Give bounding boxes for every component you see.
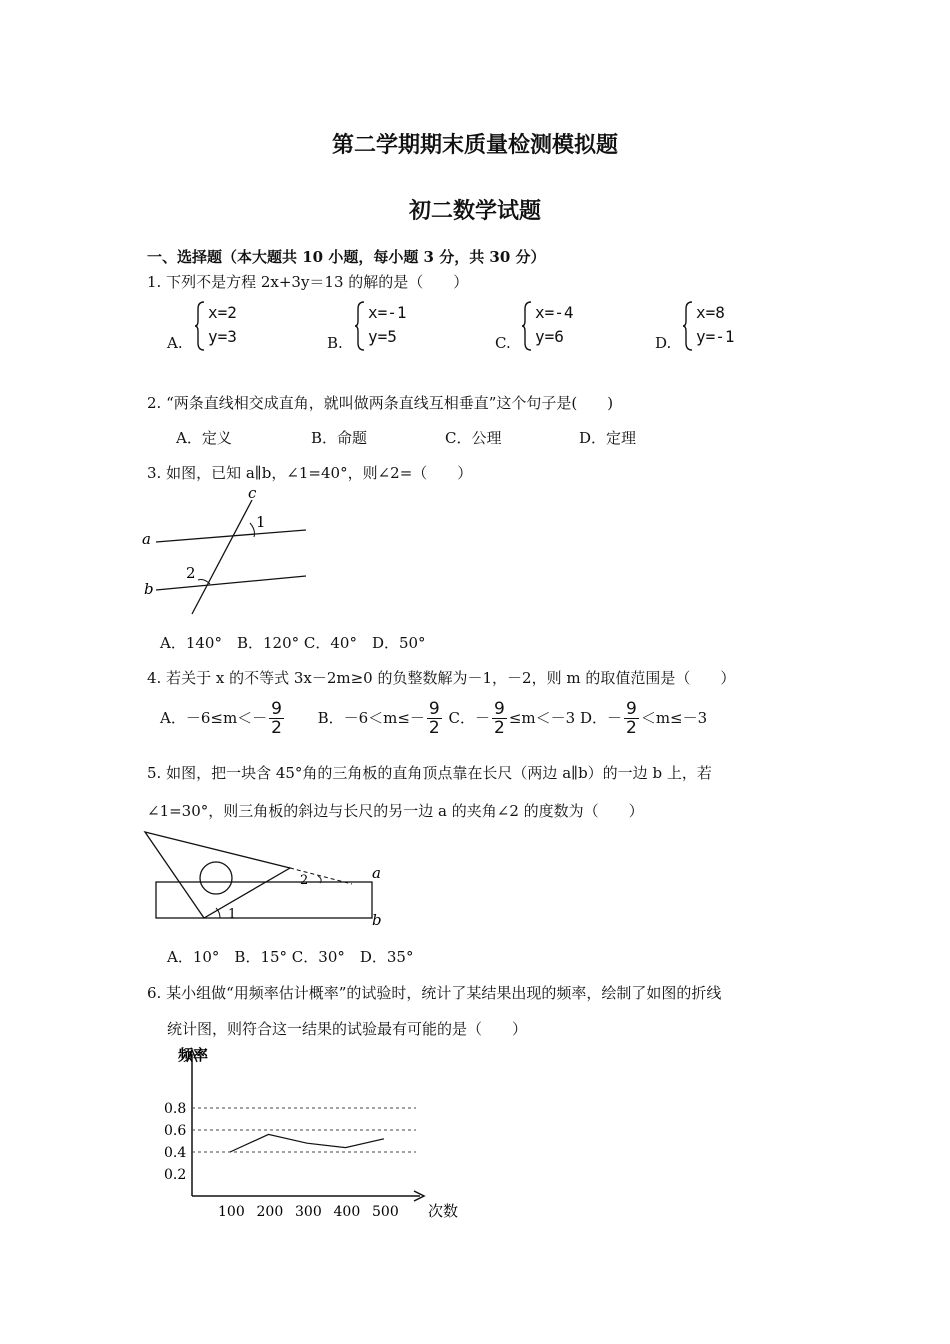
label-b: b [144,580,154,598]
q5-triangle-ruler-figure [140,826,390,931]
x-tick-label: 100 [218,1204,245,1220]
q1-x-value: x=-1 [368,303,407,322]
q4-option-b[interactable]: B．－6＜m≤－ $\frac{9}{2}$ [317,699,440,738]
q2-option-c[interactable]: C．公理 [445,429,502,447]
brace-icon [354,301,366,351]
q2-option-d[interactable]: D．定理 [579,429,637,447]
q4-options[interactable] [160,700,707,737]
triangle [145,832,290,918]
x-tick-label: 200 [256,1204,284,1220]
q6-stem-line1: 6. 某小组做“用频率估计概率”的试验时，统计了某结果出现的频率，绘制了如图的折线 [147,984,722,1002]
q1-option-label: B. [327,334,343,352]
triangle-hole [200,862,232,894]
q4-option-a[interactable]: A．－6≤m＜－ $\frac{9}{2}$ [160,699,282,738]
label-angle-2: 2 [300,873,309,888]
exam-subtitle: 初二数学试题 [408,198,541,224]
q4-option-c[interactable]: C．－ $\frac{9}{2}$ ≤m＜－3 [448,699,576,738]
x-tick-label: 300 [295,1204,322,1220]
q1-x-value: x=8 [696,303,725,322]
q6-stem-line2: 统计图，则符合这一结果的试验最有可能的是（ ） [167,1020,528,1038]
x-axis-label: 次数 [428,1202,459,1220]
q3-parallel-lines-figure [140,486,315,621]
q3-options[interactable]: A．140° B．120° C．40° D．50° [160,634,426,652]
q2-stem: 2. “两条直线相交成直角，就叫做两条直线互相垂直”这个句子是( ) [147,394,614,412]
label-b: b [372,911,382,929]
ruler [156,882,372,918]
label-angle-1: 1 [228,907,237,922]
line-c [192,500,252,614]
brace-icon [521,301,533,351]
q5-options[interactable]: A．10° B．15° C．30° D．35° [167,948,414,966]
y-tick-label: 0.4 [164,1145,187,1161]
frequency-line-chart [150,1040,480,1230]
x-tick-label: 400 [333,1204,361,1220]
section-heading: 一、选择题（本大题共 10 小题，每小题 3 分，共 30 分） [147,248,546,266]
label-a: a [372,864,381,882]
label-angle-2: 2 [186,564,196,582]
q1-x-value: x=2 [208,303,237,322]
frequency-series-line [230,1134,384,1152]
x-tick-label: 500 [372,1204,399,1220]
q4-option-d[interactable]: D．－ $\frac{9}{2}$ ＜m≤－3 [579,699,708,738]
q1-y-value: y=-1 [696,327,735,346]
label-a: a [142,530,151,548]
q3-stem: 3. 如图，已知 a∥b，∠1=40°，则∠2=（ ） [147,464,473,482]
q1-x-value: x=-4 [535,303,574,322]
label-angle-1: 1 [256,513,266,531]
brace-icon [194,301,206,351]
exam-title: 第二学期期末质量检测模拟题 [331,132,618,158]
label-c: c [248,486,257,502]
q1-y-value: y=6 [535,327,564,346]
q1-option-label: A. [167,334,183,352]
y-tick-label: 0.2 [164,1167,187,1183]
q1-y-value: y=5 [368,327,397,346]
q1-option-label: D. [655,334,672,352]
q1-system [535,301,574,349]
q4-stem: 4. 若关于 x 的不等式 3x－2m≥0 的负整数解为－1，－2，则 m 的取值范围是（ ） [147,669,736,687]
q1-system [696,301,735,349]
q1-y-value: y=3 [208,327,237,346]
q5-stem-line2: ∠1=30°，则三角板的斜边与长尺的另一边 a 的夹角∠2 的度数为（ ） [147,802,644,820]
brace-icon [682,301,694,351]
q5-stem-line1: 5. 如图，把一块含 45°角的三角板的直角顶点靠在长尺（两边 a∥b）的一边 b 上，若 [147,764,712,782]
q2-option-a[interactable]: A．定义 [176,429,232,447]
q2-option-b[interactable]: B．命题 [311,429,368,447]
y-axis-label: 频率 [178,1046,209,1064]
q1-system [208,301,237,349]
q1-system [368,301,407,349]
y-tick-label: 0.6 [164,1123,187,1139]
line-b [156,576,306,590]
q1-option-label: C. [495,334,511,352]
y-tick-label: 0.8 [164,1101,187,1117]
q1-stem: 1. 下列不是方程 2x+3y＝13 的解的是（ ） [147,273,469,291]
